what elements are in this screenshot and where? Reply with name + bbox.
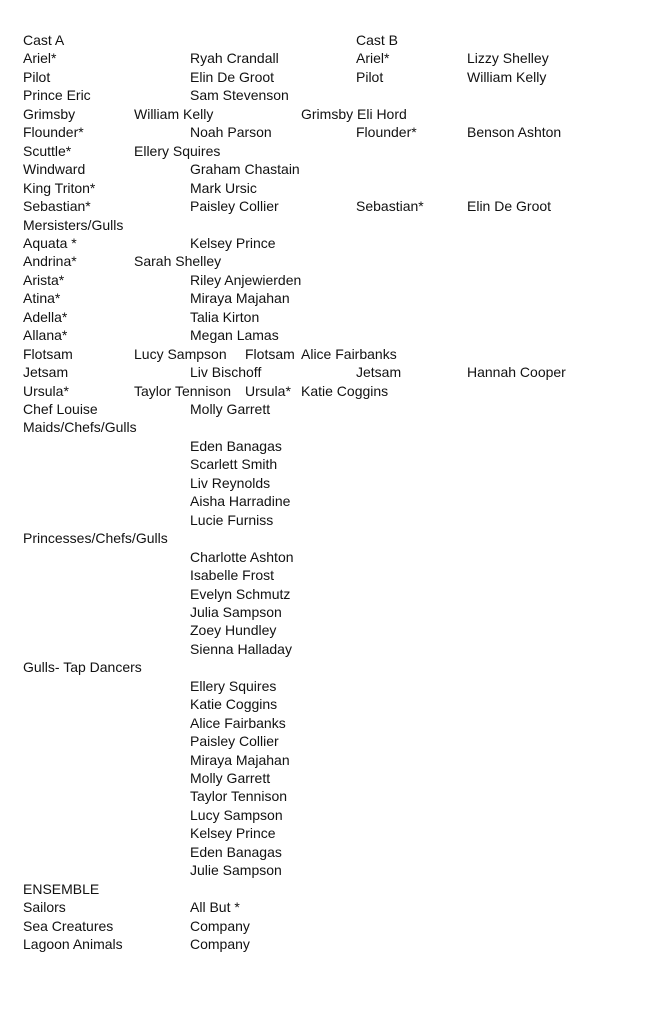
cast-list-line: Elin De Groot [190, 68, 275, 85]
cast-list-line: Jetsam [23, 364, 69, 381]
cast-list-line: Arista* [23, 271, 65, 288]
cast-list-line: Ursula* [245, 382, 291, 399]
cast-list-line: Scuttle* [23, 142, 72, 159]
cast-list-line: Julie Sampson [190, 862, 282, 879]
cast-list-line: Graham Chastain [190, 161, 300, 178]
cast-list-line: Prince Eric [23, 87, 91, 104]
cast-list-line: Evelyn Schmutz [190, 585, 291, 602]
cast-list-line: Ursula* [23, 382, 69, 399]
cast-list-line: Lucy Sampson [190, 806, 283, 823]
cast-list-line: Katie Coggins [190, 696, 278, 713]
cast-list-line: Pilot [356, 68, 384, 85]
cast-list-line: Benson Ashton [467, 124, 562, 141]
cast-list-line: Jetsam [356, 364, 402, 381]
cast-list-line: Ariel* [356, 50, 390, 67]
cast-list-line: Molly Garrett [190, 401, 271, 417]
cast-list-line: Flotsam [23, 345, 73, 362]
cast-list-line: Windward [23, 161, 86, 178]
cast-list-line: Ryah Crandall [190, 50, 279, 67]
cast-list-line: Company [190, 936, 250, 953]
cast-list-line: Hannah Cooper [467, 364, 566, 381]
cast-list-line: Scarlett Smith [190, 456, 278, 473]
cast-list-line: Liv Bischoff [190, 364, 262, 381]
cast-list-line: Kelsey Prince [190, 234, 276, 251]
cast-list-line: Julia Sampson [190, 603, 282, 620]
cast-list-line: Paisley Collier [190, 733, 279, 750]
cast-list-line: Allana* [23, 327, 68, 344]
cast-list-line: Sebastian* [23, 198, 91, 215]
cast-list-line: Megan Lamas [190, 327, 279, 344]
cast-list-line: Alice Fairbanks [190, 714, 286, 731]
cast-list-line: Elin De Groot [467, 198, 552, 215]
cast-list-line: Grimsby [301, 105, 354, 122]
cast-list-line: Aisha Harradine [190, 493, 291, 510]
cast-list-line: Talia Kirton [190, 308, 260, 325]
cast-list-line: Taylor Tennison [190, 788, 288, 805]
cast-list-line: Sam Stevenson [190, 87, 289, 104]
cast-list-line: Charlotte Ashton [190, 548, 294, 565]
cast-list-line: Atina* [23, 290, 61, 307]
cast-list-line: Alice Fairbanks [301, 345, 397, 362]
cast-list-line: Cast A [23, 32, 65, 48]
cast-list-line: William Kelly [467, 68, 547, 85]
cast-list-line: Noah Parson [190, 124, 272, 141]
cast-list-line: Miraya Majahan [190, 751, 290, 768]
cast-list-line: Sarah Shelley [134, 253, 222, 270]
cast-list-line: Lucy Sampson [134, 345, 227, 362]
cast-list-line: Mark Ursic [190, 179, 257, 196]
cast-list-line: Sea Creatures [23, 917, 114, 934]
cast-list-line: Ariel* [23, 50, 57, 67]
cast-list-line: Grimsby [23, 105, 76, 122]
cast-list-line: Company [190, 917, 250, 934]
cast-list-line: Katie Coggins [301, 382, 389, 399]
cast-list-line: Riley Anjewierden [190, 271, 302, 288]
cast-list-line: Paisley Collier [190, 198, 279, 215]
cast-list-line: Lizzy Shelley [467, 50, 549, 67]
cast-list-line: Sebastian* [356, 198, 424, 215]
cast-list-line: Kelsey Prince [190, 825, 276, 842]
cast-list-line: Sailors [23, 899, 66, 916]
cast-list-line: William Kelly [134, 105, 214, 122]
cast-list-line: Lagoon Animals [23, 936, 123, 953]
cast-list-line: Sienna Halladay [190, 640, 292, 657]
cast-list-line: Pilot [23, 68, 51, 85]
cast-list-line: Flotsam [245, 345, 295, 362]
cast-list-line: Eden Banagas [190, 437, 282, 454]
cast-list-line: Isabelle Frost [190, 567, 275, 584]
cast-list-line: Lucie Furniss [190, 511, 274, 528]
cast-list-line: Mersisters/Gulls [23, 216, 124, 233]
cast-list-line: Miraya Majahan [190, 290, 290, 307]
cast-list-line: Aquata * [23, 234, 77, 251]
cast-list-line: Molly Garrett [190, 770, 271, 786]
cast-list-line: King Triton* [23, 179, 96, 196]
cast-list-line: Maids/Chefs/Gulls [23, 419, 137, 436]
cast-list-line: Taylor Tennison [134, 382, 232, 399]
cast-list-line: Zoey Hundley [190, 622, 277, 639]
cast-list-line: Liv Reynolds [190, 474, 271, 491]
cast-list-line: Ellery Squires [134, 142, 221, 159]
cast-list-line: ENSEMBLE [23, 880, 100, 897]
cast-list-line: Flounder* [356, 124, 417, 141]
cast-list-line: Gulls- Tap Dancers [23, 659, 142, 676]
cast-list-line: Adella* [23, 308, 68, 325]
cast-list-line: Princesses/Chefs/Gulls [23, 530, 168, 547]
cast-list-line: Ellery Squires [190, 677, 277, 694]
cast-list-line: All But * [190, 899, 240, 916]
cast-list-line: Flounder* [23, 124, 84, 141]
cast-list-line: Andrina* [23, 253, 77, 270]
cast-list-line: Chef Louise [23, 401, 98, 417]
cast-list-line: Cast B [356, 32, 399, 48]
cast-list-line: Eli Hord [357, 105, 407, 122]
cast-list-line: Eden Banagas [190, 843, 282, 860]
